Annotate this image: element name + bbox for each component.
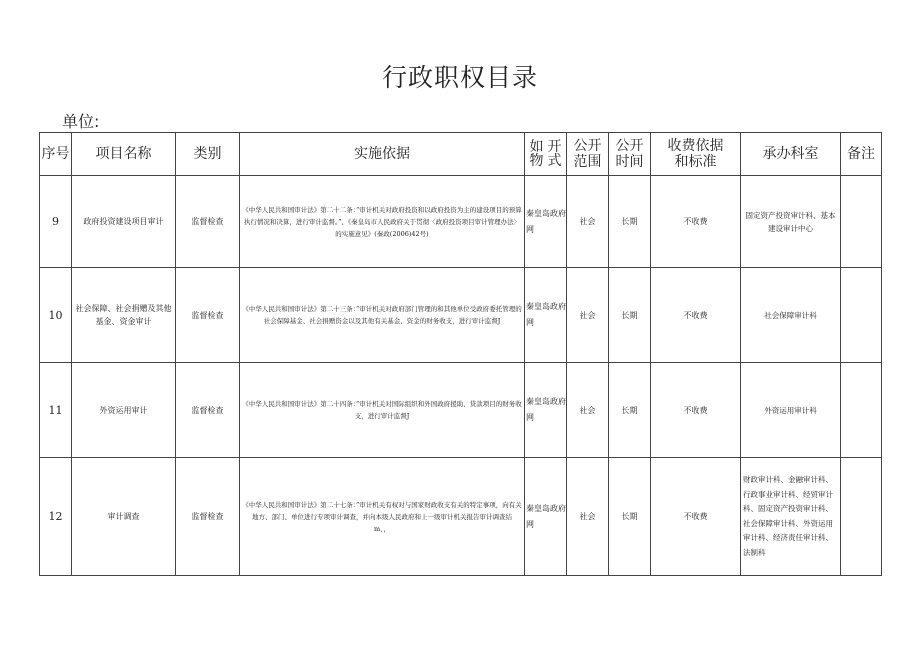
row-scope: 社会 [567, 176, 609, 268]
row-category: 监督检查 [176, 268, 240, 363]
row-name: 审计调查 [72, 458, 176, 576]
header-scope-1: 公开 [573, 138, 602, 154]
header-fee-2: 和标准 [674, 154, 717, 170]
row-dept: 社会保障审计科 [741, 268, 841, 363]
header-time-2: 时间 [615, 154, 644, 170]
header-time-1: 公开 [615, 138, 644, 154]
header-name: 项目名称 [72, 133, 176, 176]
header-method [525, 133, 567, 176]
row-category: 监督检查 [176, 176, 240, 268]
table-row [40, 268, 882, 363]
header-method-a: 如 [529, 138, 544, 155]
row-fee: 不收费 [651, 458, 741, 576]
row-note [841, 458, 882, 576]
header-fee [651, 133, 741, 176]
header-dept: 承办科室 [741, 133, 841, 176]
table-row [40, 363, 882, 458]
row-scope: 社会 [567, 268, 609, 363]
row-dept: 外资运用审计科 [741, 363, 841, 458]
row-method: 秦皇岛政府网 [525, 458, 567, 576]
row-time: 长期 [609, 363, 651, 458]
row-seq: 10 [40, 268, 72, 363]
row-name: 社会保障、社会捐赠及其他基金、资金审计 [72, 268, 176, 363]
header-time [609, 133, 651, 176]
header-category: 类别 [176, 133, 240, 176]
row-basis-cell [240, 458, 525, 576]
row-seq: 11 [40, 363, 72, 458]
row-note [841, 363, 882, 458]
header-method-d: 式 [547, 152, 562, 169]
unit-label: 单位: [62, 112, 100, 131]
table-row [40, 458, 882, 576]
row-fee: 不收费 [651, 363, 741, 458]
header-scope-2: 范围 [573, 154, 602, 170]
header-basis: 实施依据 [240, 133, 525, 176]
row-fee: 不收费 [651, 176, 741, 268]
row-method: 秦皇岛政府网 [525, 268, 567, 363]
header-method-b: 物 [529, 152, 544, 169]
header-note: 备注 [841, 133, 882, 176]
row-note [841, 268, 882, 363]
row-time: 长期 [609, 458, 651, 576]
row-basis: 《中华人民共和国审计法》第二十三条：”审计机关对政府部门管理的和其他单位受政府委托管理的社会保障基金、社会捐赠资金以及其他有关基金、资金的财务收支，进行审计监督J [240, 268, 525, 363]
row-time: 长期 [609, 268, 651, 363]
row-basis: 《中华人民共和国审计法》第二十七条：”审计机关有权对与国家财政收支有关的特定事项，向有关地方、部门、单位进行专项审计调查，并向本级人民政府和上一级审计机关报告审计调查结 [242, 500, 522, 521]
header-scope [567, 133, 609, 176]
header-method-stack [530, 140, 562, 168]
header-seq: 序号 [40, 133, 72, 176]
row-seq: 9 [40, 176, 72, 268]
row-method: 秦皇岛政府网 [525, 363, 567, 458]
row-name: 外资运用审计 [72, 363, 176, 458]
row-time: 长期 [609, 176, 651, 268]
page-title: 行政职权目录 [381, 63, 538, 92]
authority-table [39, 132, 882, 576]
row-name: 政府投资建设项目审计 [72, 176, 176, 268]
row-seq: 12 [40, 458, 72, 576]
row-note [841, 176, 882, 268]
row-method: 秦皇岛政府网 [525, 176, 567, 268]
row-dept: 固定资产投资审计科、基本建设审计中心 [741, 176, 841, 268]
header-row [40, 133, 882, 176]
table-row [40, 176, 882, 268]
row-category: 监督检查 [176, 363, 240, 458]
row-basis: 《中华人民共和国审计法》第二十四条：”审计机关对国际组织和外国政府援助、贷款项目的财务收支，进行审计监督J [240, 363, 525, 458]
row-category: 监督检查 [176, 458, 240, 576]
row-dept: 财政审计科、金融审计科、行政事业审计科、经贸审计科、固定资产投资审计科、社会保障审计科、外资运用审计科、经济责任审计科、法制科 [741, 458, 841, 576]
row-basis: 《中华人民共和国审计法》第二十二条：”审计机关对政府投资和以政府投资为主的建设项目的预算执行情况和决算，进行审计监督。”、《秦皇岛市人民政府关于贯彻〈政府投资项目审计管理办法〉的实施意见》(秦政(2006)42号) [240, 176, 525, 268]
header-method-c: 开 [547, 138, 562, 155]
row-scope: 社会 [567, 363, 609, 458]
header-fee-1: 收费依据 [667, 138, 724, 154]
row-scope: 社会 [567, 458, 609, 576]
row-fee: 不收费 [651, 268, 741, 363]
row-basis-tail: m，， [374, 524, 390, 533]
